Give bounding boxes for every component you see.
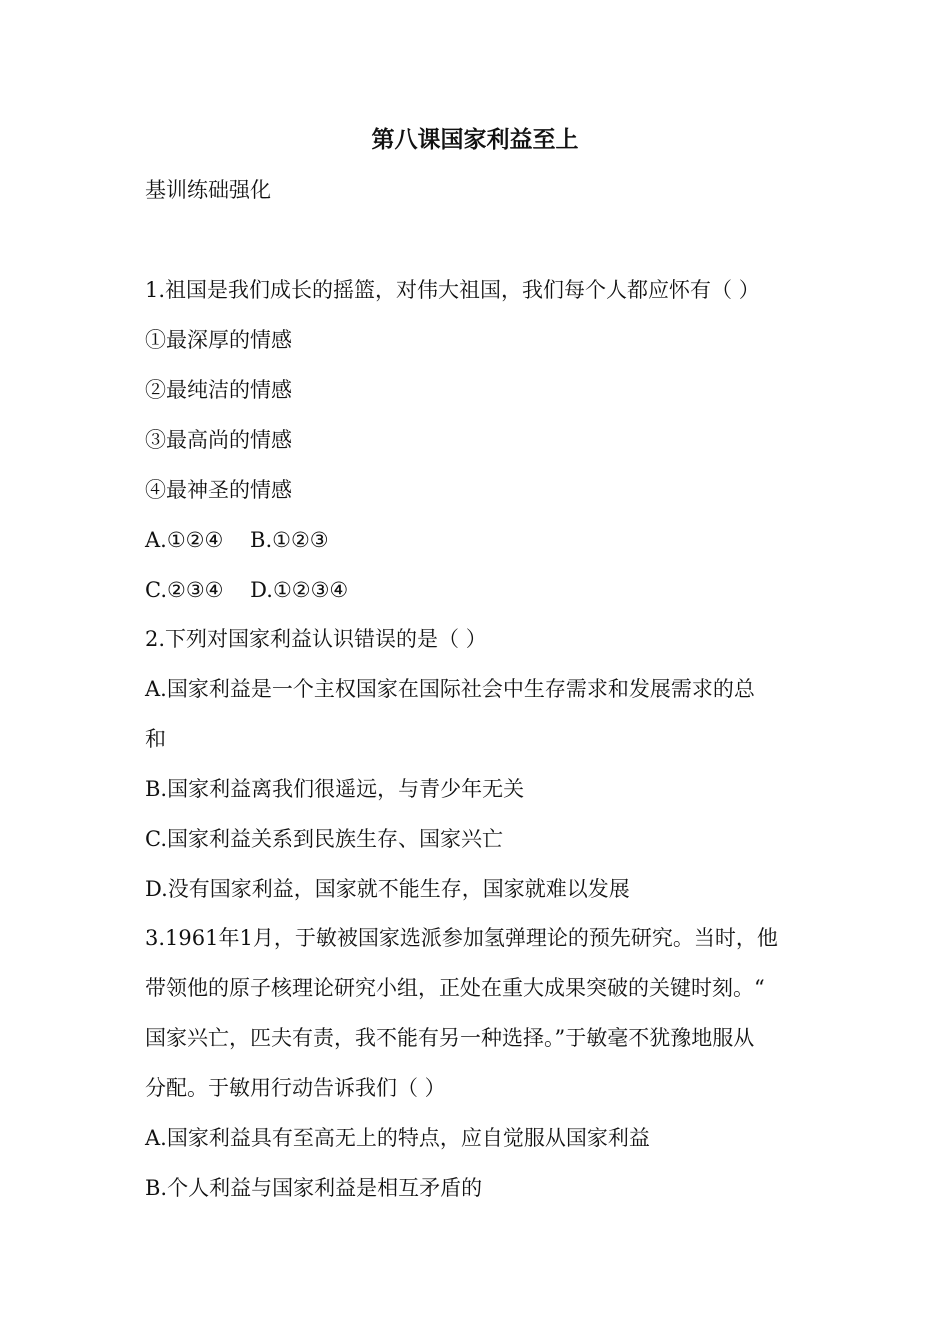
q1-item-2: ②最纯洁的情感 <box>145 378 292 402</box>
q3-stem-line3: 国家兴亡，匹夫有责，我不能有另一种选择。”于敏毫不犹豫地服从 <box>145 1026 755 1050</box>
q3-stem-line4: 分配。于敏用行动告诉我们（ ） <box>145 1076 446 1100</box>
q2-option-c: C.国家利益关系到民族生存、国家兴亡 <box>145 827 503 851</box>
q2-option-a-line2: 和 <box>145 727 166 751</box>
q2-option-d: D.没有国家利益，国家就不能生存，国家就难以发展 <box>145 877 630 901</box>
q2-option-a-line1: A.国家利益是一个主权国家在国际社会中生存需求和发展需求的总 <box>145 677 755 701</box>
q3-stem-line1: 3.1961年1月，于敏被国家选派参加氢弹理论的预先研究。当时，他 <box>145 926 778 950</box>
q1-stem: 1.祖国是我们成长的摇篮，对伟大祖国，我们每个人都应怀有（ ） <box>145 278 760 302</box>
q1-options-row1: A.①②④ B.①②③ <box>145 528 329 552</box>
q1-item-3: ③最高尚的情感 <box>145 428 292 452</box>
q2-option-b: B.国家利益离我们很遥远，与青少年无关 <box>145 777 525 801</box>
lesson-title: 第八课国家利益至上 <box>371 127 579 153</box>
q2-stem: 2.下列对国家利益认识错误的是（ ） <box>145 627 487 651</box>
q3-option-b: B.个人利益与国家利益是相互矛盾的 <box>145 1176 483 1200</box>
section-heading: 基训练础强化 <box>145 178 271 202</box>
q3-option-a: A.国家利益具有至高无上的特点，应自觉服从国家利益 <box>145 1126 650 1150</box>
q1-item-4: ④最神圣的情感 <box>145 478 292 502</box>
q3-stem-line2: 带领他的原子核理论研究小组，正处在重大成果突破的关键时刻。“ <box>145 976 765 1000</box>
q1-options-row2: C.②③④ D.①②③④ <box>145 578 349 602</box>
q1-item-1: ①最深厚的情感 <box>145 328 292 352</box>
